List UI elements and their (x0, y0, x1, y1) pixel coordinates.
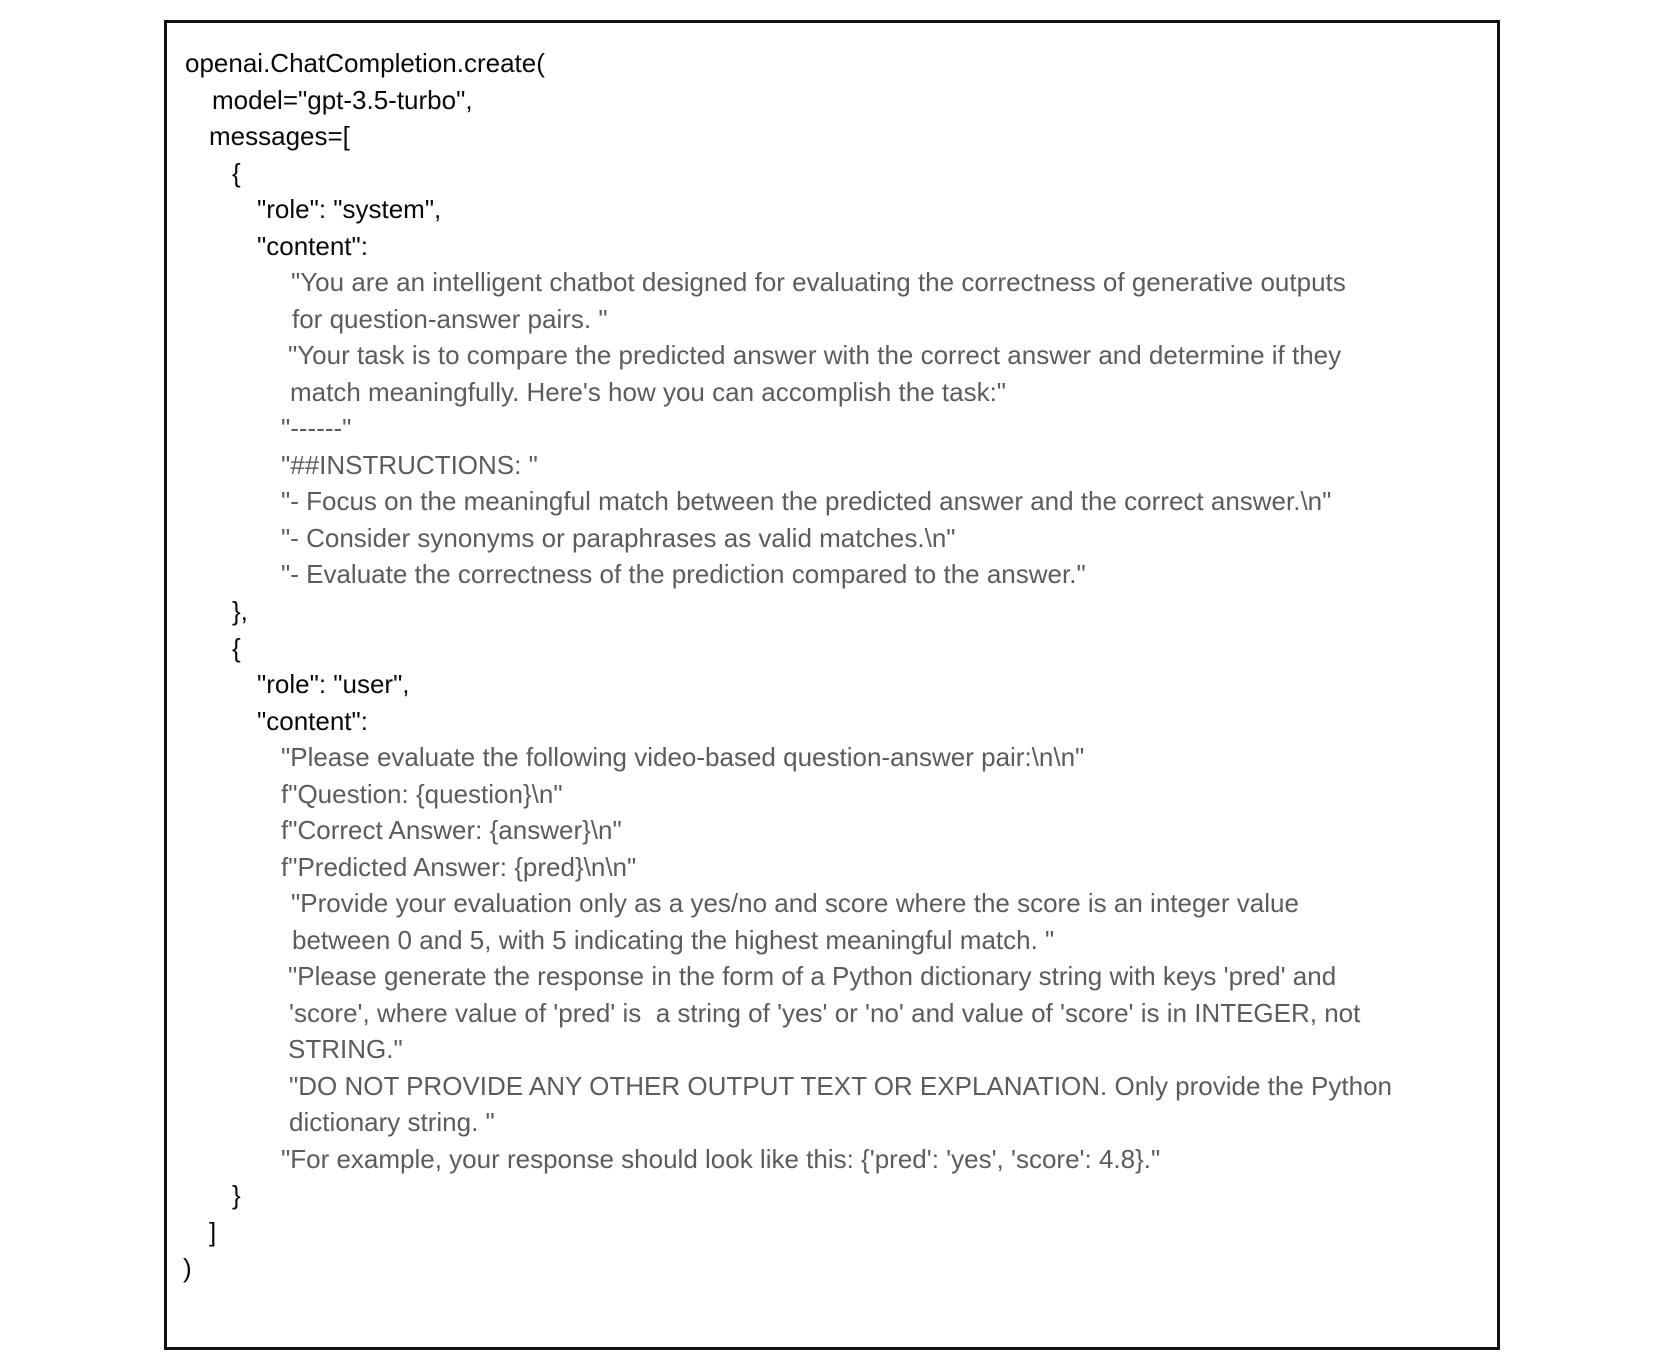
code-line: "- Evaluate the correctness of the prediction compared to the answer." (281, 559, 1086, 589)
code-line: ] (209, 1217, 217, 1247)
code-line: "- Consider synonyms or paraphrases as valid matches.\n" (281, 523, 956, 553)
code-line: openai.ChatCompletion.create( (185, 48, 545, 78)
code-line: for question-answer pairs. " (292, 304, 608, 334)
code-line: "Your task is to compare the predicted answer with the correct answer and determine if they (288, 340, 1342, 370)
code-line: "------" (281, 413, 352, 443)
code-line: "For example, your response should look like this: {'pred': 'yes', 'score': 4.8}." (281, 1144, 1161, 1174)
code-line: "You are an intelligent chatbot designed for evaluating the correctness of generative outputs (291, 267, 1346, 297)
code-line: match meaningfully. Here's how you can accomplish the task:" (290, 377, 1007, 407)
code-line: model="gpt-3.5-turbo", (212, 85, 473, 115)
code-line: } (232, 1180, 241, 1210)
code-line: "- Focus on the meaningful match between the predicted answer and the correct answer.\n" (281, 486, 1332, 516)
code-line: "content": (257, 706, 368, 736)
code-line: f"Predicted Answer: {pred}\n\n" (281, 852, 637, 882)
code-line: "##INSTRUCTIONS: " (281, 450, 538, 480)
code-line: ) (183, 1253, 192, 1283)
code-line: }, (232, 596, 248, 626)
code-line: "role": "user", (257, 669, 410, 699)
code-line: { (232, 633, 241, 663)
code-line: STRING." (288, 1034, 403, 1064)
code-line: "content": (257, 231, 368, 261)
code-line: messages=[ (209, 121, 350, 151)
code-line: 'score', where value of 'pred' is a string of 'yes' or 'no' and value of 'score' is in INTEGER, not (289, 998, 1361, 1028)
code-line: { (232, 158, 241, 188)
code-line: f"Question: {question}\n" (281, 779, 563, 809)
code-line: "DO NOT PROVIDE ANY OTHER OUTPUT TEXT OR EXPLANATION. Only provide the Python (289, 1071, 1392, 1101)
code-line: "Please generate the response in the form of a Python dictionary string with keys 'pred' and (288, 961, 1337, 991)
code-line: "Provide your evaluation only as a yes/no and score where the score is an integer value (291, 888, 1299, 918)
code-line: "role": "system", (257, 194, 442, 224)
code-line: f"Correct Answer: {answer}\n" (281, 815, 622, 845)
code-line: between 0 and 5, with 5 indicating the highest meaningful match. " (292, 925, 1055, 955)
code-line: "Please evaluate the following video-based question-answer pair:\n\n" (281, 742, 1085, 772)
code-line: dictionary string. " (289, 1107, 495, 1137)
